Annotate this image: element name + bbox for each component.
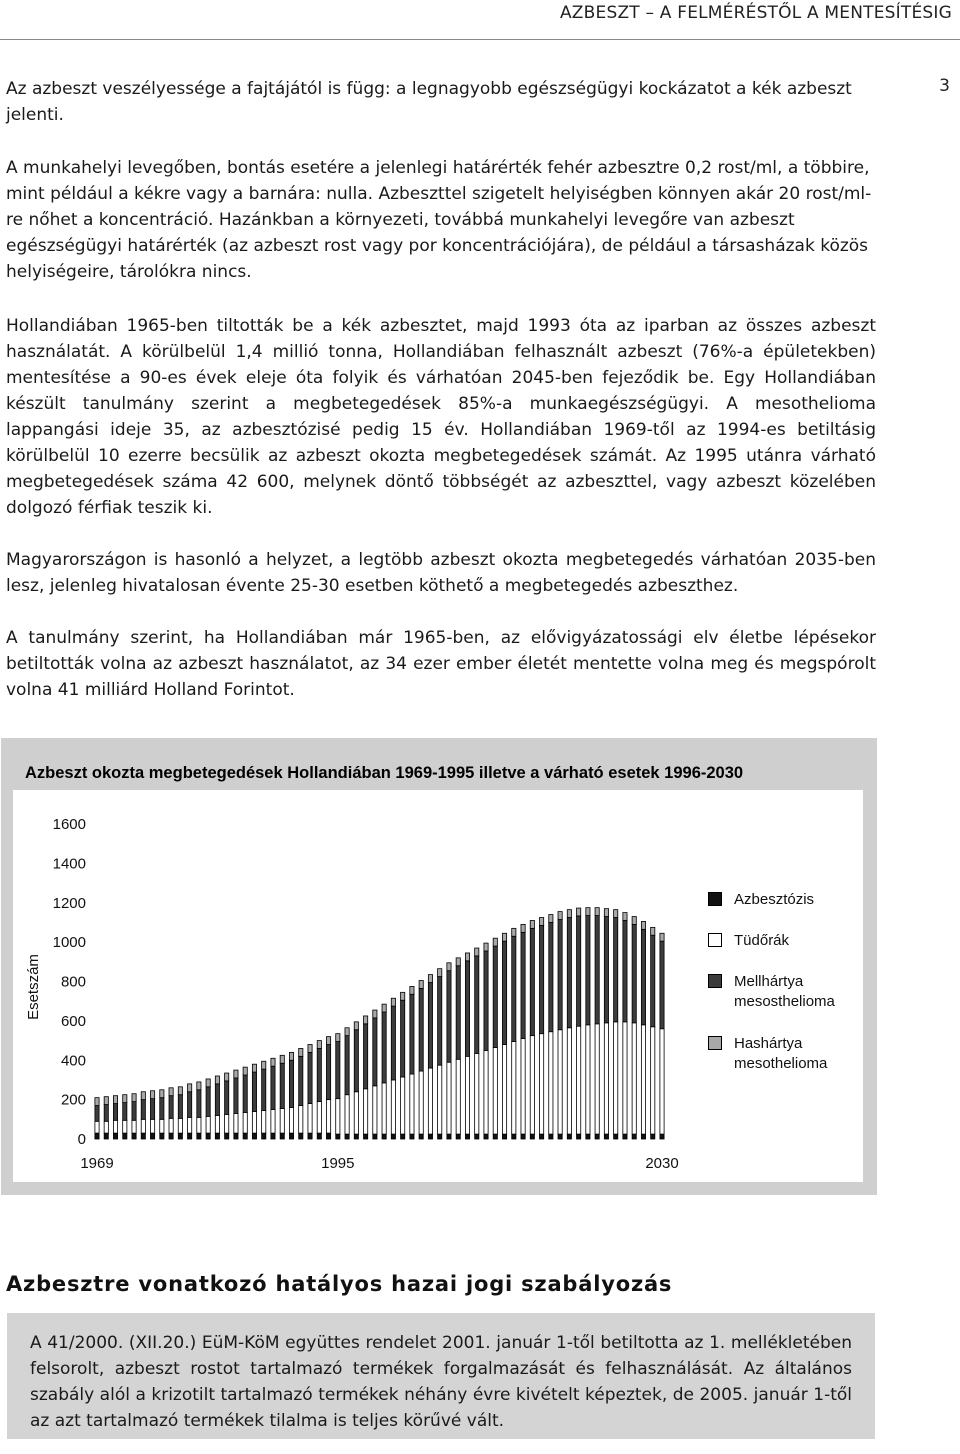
bar-segment: [549, 1032, 553, 1134]
paragraph-netherlands: Hollandiában 1965-ben tiltották be a kék azbesztet, majd 1993 óta az iparban az összes azbeszt használatát. A körülbelül 1,4 millió tonna, Hollandiában felhasznált azbeszt (76%-a épületekben) mentesítése a 90-es évek eleje óta folyik és várhatóan 2045-ben fejeződik be. Egy Hollandiában készült tanulmány szerint a megbetegedések 85%-a munkaegészségügyi. A mesothelioma lappangási ideje 35, az azbesztózisé pedig 15 év. Hollandiában 1969-től az 1994-es betiltásig körülbelül 10 ezerre becsülik az azbeszt okozta megbetegedések számát. Az 1995 utánra várható megbetegedések száma 42 600, melynek döntő többségét az azbeszttel, vagy azbeszt közelében dolgozó férfiak teszik ki.: [6, 316, 876, 518]
bar-segment: [614, 918, 618, 1022]
bar-segment: [169, 1118, 173, 1133]
bar-segment: [502, 933, 506, 941]
bar-segment: [614, 1134, 618, 1139]
bar-segment: [188, 1092, 192, 1118]
bar-segment: [345, 1036, 349, 1095]
y-tick-label: 600: [60, 1012, 86, 1030]
x-tick-label: 1969: [80, 1155, 114, 1172]
bar-segment: [271, 1133, 275, 1139]
section-title: Azbesztre vonatkozó hatályos hazai jogi szabályozás: [6, 1272, 673, 1296]
paragraph-hungary: Magyarországon is hasonló a helyzet, a legtöbb azbeszt okozta megbetegedés várhatóan 2035-ben lesz, jelenleg hivatalosan évente 25-30 esetben köthető a megbetegedés azbeszthez.: [6, 550, 876, 596]
bar-segment: [317, 1102, 321, 1134]
bar-segment: [475, 1053, 479, 1134]
bar-segment: [188, 1133, 192, 1139]
bar-segment: [150, 1119, 154, 1133]
bar-segment: [113, 1120, 117, 1133]
y-axis-label: Esetszám: [25, 954, 42, 1020]
bar-segment: [197, 1117, 201, 1133]
bar-segment: [493, 1134, 497, 1139]
bar-segment: [567, 910, 571, 918]
bar-segment: [262, 1110, 266, 1133]
bar-segment: [660, 1134, 664, 1139]
bar-segment: [577, 908, 581, 916]
bar-segment: [521, 924, 525, 932]
bar-segment: [502, 941, 506, 1044]
bar-segment: [289, 1108, 293, 1134]
bar-segment: [539, 925, 543, 1033]
bar-segment: [132, 1094, 136, 1102]
bar-segment: [336, 1034, 340, 1042]
bar-segment: [345, 1134, 349, 1139]
bar-segment: [428, 1134, 432, 1139]
bar-segment: [419, 988, 423, 1071]
bar-segment: [484, 1050, 488, 1134]
bar-segment: [123, 1095, 127, 1103]
bar-segment: [364, 1134, 368, 1139]
bar-segment: [428, 982, 432, 1068]
bar-segment: [604, 917, 608, 1023]
bar-segment: [595, 908, 599, 916]
bar-segment: [382, 1134, 386, 1139]
bar-segment: [197, 1082, 201, 1090]
legend-label: Tüdőrák: [734, 932, 790, 949]
bar-segment: [419, 1134, 423, 1139]
bar-segment: [317, 1041, 321, 1049]
bar-segment: [428, 1068, 432, 1134]
bar-segment: [206, 1079, 210, 1087]
bar-segment: [188, 1084, 192, 1092]
bar-segment: [104, 1121, 108, 1133]
legend-swatch: [708, 1036, 722, 1050]
legend-label: Mellhártya mesosthelioma: [734, 973, 835, 1010]
bar-segment: [623, 913, 627, 921]
bar-segment: [326, 1133, 330, 1139]
bar-segment: [308, 1104, 312, 1134]
legend-label: Hashártya mesothelioma: [734, 1035, 828, 1072]
bar-segment: [123, 1133, 127, 1139]
bar-segment: [391, 998, 395, 1006]
bar-segment: [160, 1133, 164, 1139]
bar-segment: [438, 1134, 442, 1139]
bar-segment: [465, 961, 469, 1056]
bar-segment: [521, 932, 525, 1038]
bar-segment: [104, 1097, 108, 1105]
bar-segment: [530, 1134, 534, 1139]
bar-segment: [521, 1134, 525, 1139]
bar-segment: [577, 1134, 581, 1139]
y-tick-label: 1600: [52, 816, 86, 833]
bar-segment: [641, 1134, 645, 1139]
bar-segment: [150, 1133, 154, 1139]
bar-segment: [141, 1119, 145, 1133]
bar-segment: [345, 1095, 349, 1134]
bar-segment: [373, 1018, 377, 1086]
bar-segment: [95, 1098, 99, 1106]
bar-segment: [354, 1022, 358, 1030]
bar-segment: [141, 1100, 145, 1120]
bar-segment: [391, 1134, 395, 1139]
bar-segment: [512, 1134, 516, 1139]
bar-segment: [567, 918, 571, 1028]
bar-segment: [410, 1134, 414, 1139]
bar-segment: [326, 1100, 330, 1133]
bar-segment: [215, 1133, 219, 1139]
bar-segment: [456, 1134, 460, 1139]
bar-segment: [502, 1045, 506, 1135]
bar-segment: [604, 909, 608, 917]
bar-segment: [502, 1134, 506, 1139]
bar-segment: [280, 1133, 284, 1139]
bar-segment: [577, 1026, 581, 1134]
bar-segment: [595, 1134, 599, 1139]
bar-segment: [345, 1028, 349, 1036]
bar-segment: [169, 1133, 173, 1139]
bar-segment: [419, 1071, 423, 1134]
bar-segment: [558, 1030, 562, 1134]
bar-segment: [354, 1092, 358, 1134]
x-tick-label: 1995: [321, 1155, 355, 1172]
bar-segment: [123, 1103, 127, 1121]
bar-segment: [280, 1055, 284, 1063]
bar-segment: [178, 1095, 182, 1119]
bar-segment: [178, 1133, 182, 1139]
bar-segment: [234, 1133, 238, 1139]
bar-segment: [512, 928, 516, 936]
bar-segment: [289, 1052, 293, 1060]
bar-segment: [308, 1045, 312, 1053]
paragraph-asbestos-type: Az azbeszt veszélyessége a fajtájától is függ: a legnagyobb egészségügyi kockázatot a kék azbeszt jelenti.: [6, 79, 852, 125]
bar-segment: [651, 927, 655, 935]
bar-segment: [632, 1023, 636, 1134]
bar-segment: [549, 922, 553, 1031]
bar-segment: [641, 921, 645, 929]
bar-segment: [243, 1112, 247, 1133]
bar-segment: [326, 1037, 330, 1045]
bar-segment: [567, 1028, 571, 1134]
bar-segment: [651, 935, 655, 1027]
bar-segment: [539, 1134, 543, 1139]
bar-segment: [364, 1024, 368, 1089]
bar-segment: [586, 916, 590, 1025]
bar-segment: [438, 1065, 442, 1134]
bar-segment: [447, 963, 451, 971]
bar-segment: [456, 966, 460, 1060]
bar-segment: [234, 1078, 238, 1113]
bar-segment: [289, 1060, 293, 1107]
bar-segment: [373, 1134, 377, 1139]
bar-segment: [493, 946, 497, 1047]
x-tick-label: 2030: [645, 1155, 679, 1172]
bar-segment: [234, 1113, 238, 1133]
bar-segment: [354, 1134, 358, 1139]
legal-text: A 41/2000. (XII.20.) EüM-KöM együttes rendelet 2001. január 1-től betiltotta az 1. mellékletében felsorolt, azbeszt rostot tartalmazó termékek forgalmazását és felhasználását. Az általános szabály alól a krizotilt tartalmazó termékek néhány évre kivételt képeztek, de 2005. január 1-től az azt tartalmazó termékek tilalma is teljes körűvé vált.: [30, 1333, 852, 1431]
bar-segment: [614, 1022, 618, 1134]
bar-segment: [188, 1117, 192, 1133]
bar-segment: [447, 1062, 451, 1134]
bar-segment: [150, 1099, 154, 1120]
bar-segment: [382, 1012, 386, 1083]
y-tick-label: 800: [60, 973, 86, 991]
bar-segment: [586, 908, 590, 916]
bar-segment: [123, 1120, 127, 1133]
bar-segment: [197, 1090, 201, 1118]
bar-segment: [651, 1027, 655, 1134]
legend-swatch: [708, 933, 722, 947]
paragraph-limit-values: A munkahelyi levegőben, bontás esetére a jelenlegi határérték fehér azbesztre 0,2 rost/ml, a többire, mint például a kékre vagy a barnára: nulla. Azbeszttel szigetelt helyiségben könnyen akár 20 rost/ml-re nőhet a koncentráció. Hazánkban a környezeti, továbbá munkahelyi levegőre van azbeszt egészségügyi határérték (az azbeszt rost vagy por koncentrációjára), de például a társasházak közös helyiségeire, tárolókra nincs.: [6, 158, 872, 282]
y-tick-label: 1000: [52, 934, 86, 952]
bar-segment: [252, 1064, 256, 1072]
bar-segment: [401, 1134, 405, 1139]
bar-segment: [456, 958, 460, 966]
bar-segment: [150, 1091, 154, 1099]
bar-segment: [401, 1077, 405, 1134]
bar-segment: [382, 1083, 386, 1134]
bar-segment: [493, 938, 497, 946]
paragraph-study: A tanulmány szerint, ha Hollandiában már 1965-ben, az elővigyázatossági elv életbe lépésekor betiltották volna az azbeszt használatot, az 34 ezer ember életét mentette volna meg és megspórolt volna 41 milliárd Holland Forintot.: [6, 628, 876, 700]
bar-segment: [299, 1133, 303, 1139]
bar-segment: [271, 1058, 275, 1066]
bar-segment: [632, 1134, 636, 1139]
bar-segment: [484, 951, 488, 1050]
bar-segment: [326, 1045, 330, 1100]
bar-segment: [465, 1056, 469, 1134]
bar-segment: [243, 1133, 247, 1139]
bar-segment: [104, 1133, 108, 1139]
bar-segment: [428, 975, 432, 983]
bar-segment: [225, 1081, 229, 1114]
y-tick-label: 200: [60, 1091, 86, 1109]
bar-segment: [169, 1096, 173, 1119]
bar-segment: [614, 910, 618, 918]
bar-segment: [632, 917, 636, 925]
bar-segment: [317, 1133, 321, 1139]
bar-segment: [308, 1052, 312, 1103]
bar-segment: [632, 924, 636, 1022]
bar-segment: [558, 1134, 562, 1139]
bar-segment: [419, 981, 423, 989]
bar-segment: [299, 1048, 303, 1056]
y-tick-label: 0: [77, 1131, 86, 1148]
bar-segment: [521, 1039, 525, 1134]
bar-segment: [271, 1066, 275, 1109]
bar-segment: [289, 1133, 293, 1139]
bar-segment: [475, 948, 479, 956]
bar-segment: [401, 1000, 405, 1077]
bar-segment: [160, 1119, 164, 1133]
bar-segment: [206, 1087, 210, 1117]
bar-segment: [252, 1072, 256, 1111]
bar-segment: [438, 969, 442, 977]
bar-segment: [336, 1099, 340, 1134]
bar-segment: [410, 994, 414, 1074]
bar-segment: [280, 1063, 284, 1108]
bar-segment: [262, 1069, 266, 1110]
bar-segment: [512, 936, 516, 1041]
bar-segment: [364, 1016, 368, 1024]
bar-segment: [141, 1092, 145, 1100]
bar-segment: [549, 1134, 553, 1139]
chart-title: Azbeszt okozta megbetegedések Hollandiában 1969-1995 illetve a várható esetek 1996-2030: [25, 764, 744, 782]
bar-segment: [215, 1115, 219, 1133]
bar-segment: [475, 956, 479, 1053]
bar-segment: [586, 1134, 590, 1139]
bar-segment: [262, 1133, 266, 1139]
bar-segment: [660, 941, 664, 1029]
bar-segment: [530, 1036, 534, 1134]
bar-segment: [484, 1134, 488, 1139]
bar-segment: [178, 1087, 182, 1095]
bar-segment: [539, 1034, 543, 1134]
bar-segment: [132, 1120, 136, 1133]
bar-segment: [484, 943, 488, 951]
bar-segment: [104, 1105, 108, 1122]
bar-segment: [447, 971, 451, 1063]
bar-segment: [252, 1133, 256, 1139]
legend-swatch: [708, 974, 722, 988]
bar-segment: [234, 1070, 238, 1078]
bar-segment: [530, 928, 534, 1035]
bar-segment: [336, 1134, 340, 1139]
y-tick-label: 1200: [52, 894, 86, 912]
bar-segment: [373, 1010, 377, 1018]
bar-segment: [391, 1006, 395, 1080]
bar-segment: [197, 1133, 201, 1139]
bar-segment: [354, 1030, 358, 1092]
bar-segment: [113, 1133, 117, 1139]
bar-segment: [280, 1108, 284, 1133]
bar-segment: [438, 977, 442, 1066]
bar-segment: [95, 1121, 99, 1133]
bar-segment: [206, 1133, 210, 1139]
bar-segment: [95, 1133, 99, 1139]
bar-segment: [132, 1133, 136, 1139]
bar-segment: [308, 1133, 312, 1139]
bar-segment: [604, 1134, 608, 1139]
bar-segment: [169, 1088, 173, 1096]
bar-segment: [373, 1086, 377, 1134]
bar-segment: [132, 1102, 136, 1121]
bar-segment: [558, 919, 562, 1029]
bar-segment: [623, 920, 627, 1021]
bar-segment: [401, 992, 405, 1000]
bar-segment: [215, 1084, 219, 1116]
bar-segment: [95, 1106, 99, 1122]
page-number: 3: [939, 76, 950, 96]
bar-segment: [336, 1042, 340, 1099]
bar-segment: [660, 933, 664, 941]
bar-segment: [382, 1004, 386, 1012]
bar-segment: [160, 1090, 164, 1098]
bar-segment: [660, 1029, 664, 1134]
y-tick-label: 1400: [52, 855, 86, 873]
bar-segment: [651, 1134, 655, 1139]
bar-segment: [623, 1022, 627, 1134]
bar-segment: [317, 1048, 321, 1101]
bar-segment: [391, 1080, 395, 1134]
bar-segment: [160, 1098, 164, 1120]
bar-segment: [225, 1114, 229, 1133]
bar-segment: [252, 1111, 256, 1133]
bar-segment: [206, 1116, 210, 1133]
bar-segment: [465, 953, 469, 961]
bar-segment: [512, 1042, 516, 1135]
bar-segment: [465, 1134, 469, 1139]
bar-segment: [604, 1023, 608, 1134]
bar-segment: [549, 915, 553, 923]
bar-segment: [586, 1025, 590, 1134]
bar-segment: [271, 1109, 275, 1133]
bar-segment: [299, 1056, 303, 1105]
bar-segment: [113, 1104, 117, 1121]
bar-segment: [243, 1067, 247, 1075]
running-header: AZBESZT – A FELMÉRÉSTŐL A MENTESÍTÉSIG: [559, 3, 952, 23]
bar-segment: [113, 1096, 117, 1104]
bar-segment: [530, 920, 534, 928]
legend-swatch: [708, 892, 722, 906]
legend-label: Azbesztózis: [734, 891, 815, 908]
bar-segment: [595, 1024, 599, 1134]
y-tick-label: 400: [60, 1052, 86, 1070]
bar-segment: [595, 916, 599, 1024]
bar-segment: [410, 1074, 414, 1134]
bar-segment: [243, 1075, 247, 1112]
bar-segment: [299, 1106, 303, 1134]
bar-segment: [539, 918, 543, 926]
bar-segment: [558, 912, 562, 920]
bar-segment: [364, 1089, 368, 1134]
bar-segment: [215, 1076, 219, 1084]
bar-segment: [456, 1059, 460, 1134]
bar-segment: [225, 1073, 229, 1081]
bar-segment: [641, 1025, 645, 1134]
bar-segment: [141, 1133, 145, 1139]
bar-segment: [567, 1134, 571, 1139]
bar-segment: [493, 1047, 497, 1134]
bar-segment: [577, 916, 581, 1026]
bar-segment: [410, 986, 414, 994]
bar-segment: [262, 1061, 266, 1069]
bar-segment: [447, 1134, 451, 1139]
bar-segment: [178, 1118, 182, 1133]
bar-segment: [225, 1133, 229, 1139]
bar-segment: [641, 929, 645, 1024]
bar-segment: [623, 1134, 627, 1139]
bar-segment: [475, 1134, 479, 1139]
